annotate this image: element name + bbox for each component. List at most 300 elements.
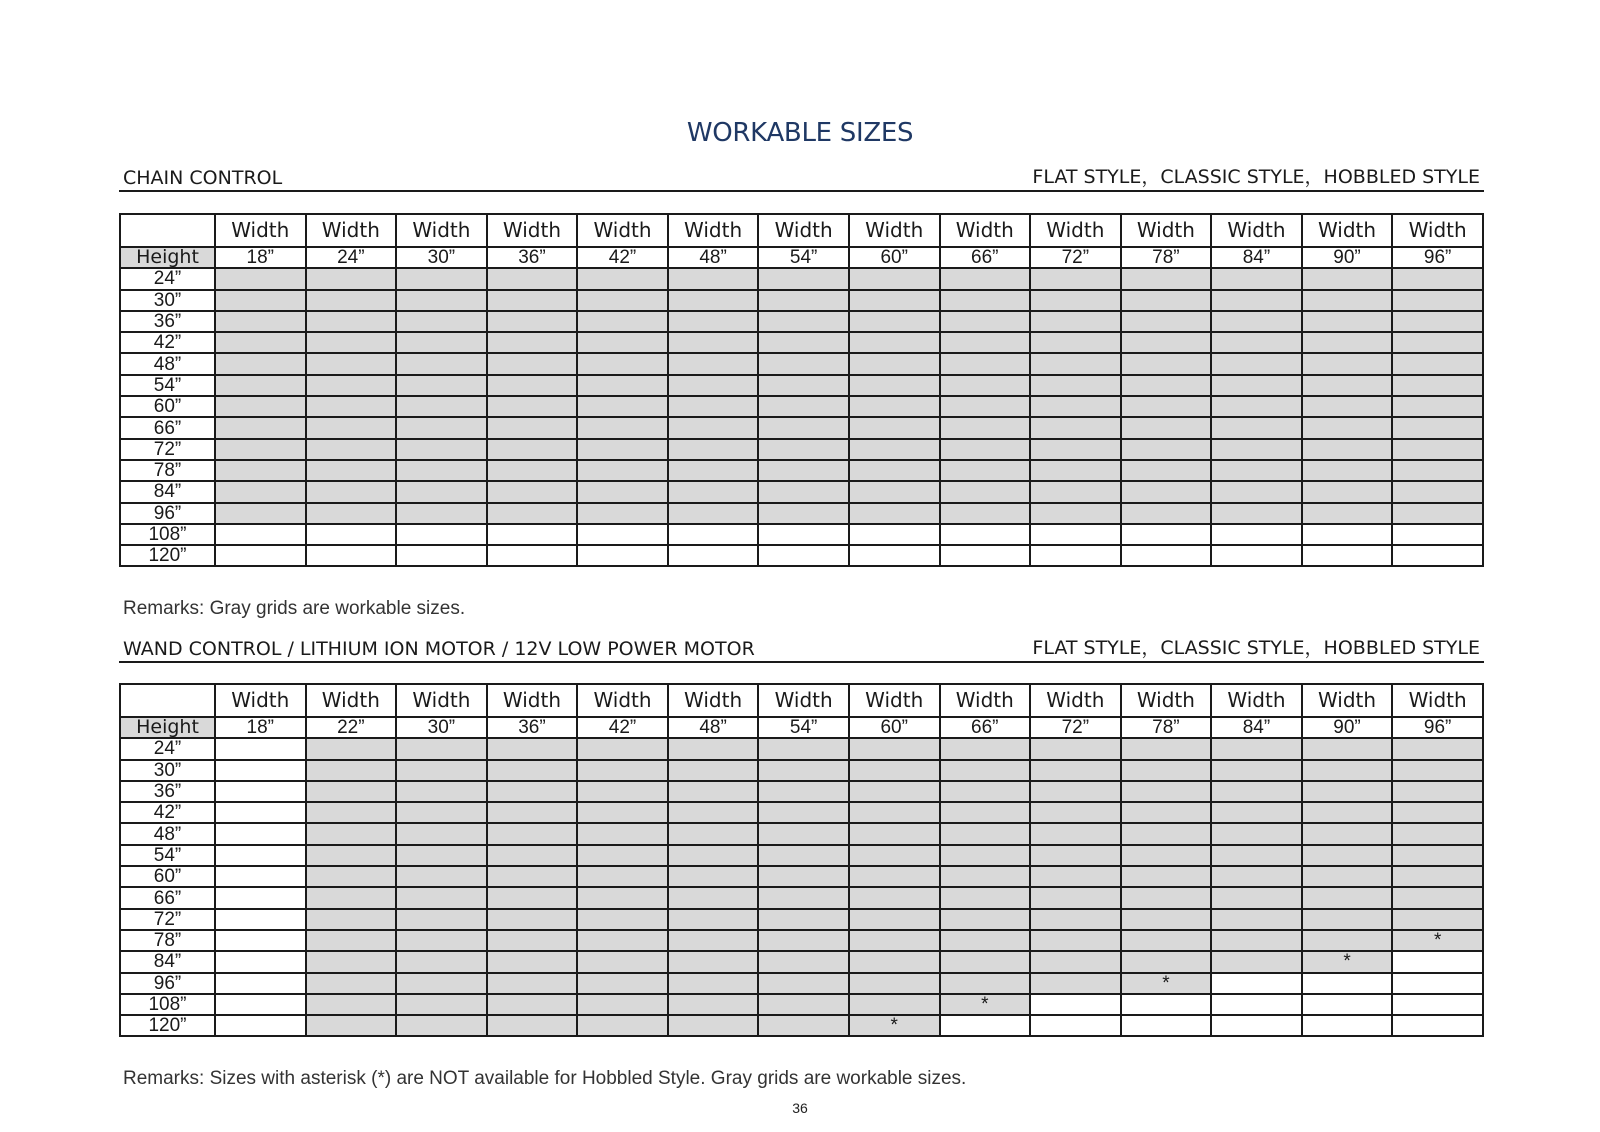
unavailable-size-cell [1302, 973, 1393, 994]
table-row [120, 268, 1483, 289]
workable-size-cell [1030, 353, 1121, 374]
workable-size-cell [487, 311, 578, 332]
workable-size-cell [668, 290, 759, 311]
workable-size-cell [487, 268, 578, 289]
width-value-cell: 30” [396, 717, 487, 738]
workable-size-cell [1121, 909, 1212, 930]
workable-size-cell [758, 909, 849, 930]
workable-size-cell [1121, 760, 1212, 781]
unavailable-size-cell [668, 545, 759, 566]
workable-size-cell [1030, 417, 1121, 438]
workable-size-cell [668, 994, 759, 1015]
workable-size-cell [577, 951, 668, 972]
workable-size-cell [940, 887, 1031, 908]
width-values-row [120, 247, 1483, 268]
workable-size-cell [487, 973, 578, 994]
width-value-cell: 24” [306, 247, 397, 268]
workable-size-cell [306, 866, 397, 887]
height-value-cell: 84” [120, 481, 215, 502]
workable-size-cell [1392, 481, 1483, 502]
workable-size-cell [668, 439, 759, 460]
workable-size-cell [1030, 930, 1121, 951]
height-header-cell: Height [120, 717, 215, 738]
workable-size-cell [487, 994, 578, 1015]
workable-size-cell [1030, 460, 1121, 481]
workable-size-cell [940, 311, 1031, 332]
width-value-cell: 78” [1121, 247, 1212, 268]
workable-size-cell [1211, 802, 1302, 823]
width-header-cell: Width [1211, 214, 1302, 247]
table-row [120, 311, 1483, 332]
workable-size-cell [668, 930, 759, 951]
height-value-cell: 36” [120, 781, 215, 802]
workable-size-cell [306, 802, 397, 823]
workable-size-cell [396, 417, 487, 438]
workable-size-cell [577, 332, 668, 353]
workable-size-cell [396, 311, 487, 332]
table-row [120, 930, 1483, 951]
workable-size-cell [758, 481, 849, 502]
workable-size-cell [1121, 781, 1212, 802]
width-header-cell: Width [1392, 684, 1483, 717]
table-row [120, 545, 1483, 566]
workable-size-cell [1211, 738, 1302, 759]
table-row [120, 290, 1483, 311]
workable-size-cell [758, 930, 849, 951]
workable-size-cell [758, 460, 849, 481]
height-value-cell: 42” [120, 332, 215, 353]
workable-size-cell [1302, 375, 1393, 396]
workable-size-cell [668, 311, 759, 332]
table-row [120, 1015, 1483, 1036]
workable-size-cell [668, 417, 759, 438]
workable-size-cell [577, 417, 668, 438]
table-row [120, 481, 1483, 502]
unavailable-size-cell [1392, 994, 1483, 1015]
workable-size-cell [1121, 439, 1212, 460]
workable-size-cell [758, 353, 849, 374]
width-header-cell: Width [1302, 684, 1393, 717]
asterisk-mark: * [1162, 972, 1170, 994]
workable-size-cell [577, 439, 668, 460]
workable-size-cell [1302, 760, 1393, 781]
workable-size-cell [1302, 332, 1393, 353]
workable-size-cell [1392, 845, 1483, 866]
size-table-wand-control [119, 683, 1484, 1037]
workable-size-cell [940, 417, 1031, 438]
unavailable-size-cell [306, 524, 397, 545]
asterisk-mark: * [1433, 930, 1442, 952]
width-value-cell: 84” [1211, 717, 1302, 738]
workable-size-cell [940, 738, 1031, 759]
workable-size-cell [758, 332, 849, 353]
workable-size-cell [215, 439, 306, 460]
workable-size-cell [1392, 738, 1483, 759]
remark-chain-control: Remarks: Gray grids are workable sizes. [123, 598, 466, 619]
workable-size-cell [1392, 823, 1483, 844]
workable-size-cell [306, 951, 397, 972]
workable-size-cell [215, 332, 306, 353]
table-row [120, 353, 1483, 374]
unavailable-size-cell [215, 802, 306, 823]
workable-size-cell [306, 353, 397, 374]
unavailable-size-cell [487, 524, 578, 545]
workable-size-cell [1392, 353, 1483, 374]
unavailable-size-cell [215, 524, 306, 545]
height-value-cell: 108” [120, 994, 215, 1015]
workable-size-cell [1392, 396, 1483, 417]
unavailable-size-cell [1030, 994, 1121, 1015]
workable-size-cell [668, 909, 759, 930]
workable-size-cell [940, 439, 1031, 460]
workable-size-cell [306, 268, 397, 289]
workable-size-cell [1302, 866, 1393, 887]
width-header-cell: Width [940, 684, 1031, 717]
width-header-cell: Width [668, 214, 759, 247]
workable-size-cell [668, 503, 759, 524]
width-value-cell: 42” [577, 717, 668, 738]
workable-size-cell [1121, 353, 1212, 374]
workable-size-cell [577, 268, 668, 289]
workable-size-cell [849, 802, 940, 823]
workable-size-cell [849, 866, 940, 887]
workable-size-cell [668, 951, 759, 972]
workable-size-cell [306, 311, 397, 332]
width-value-cell: 54” [758, 247, 849, 268]
height-value-cell: 96” [120, 973, 215, 994]
workable-size-cell [1211, 332, 1302, 353]
workable-size-cell [1121, 503, 1212, 524]
workable-size-cell [1392, 781, 1483, 802]
workable-size-cell [1392, 332, 1483, 353]
height-value-cell: 24” [120, 738, 215, 759]
unavailable-size-cell [1211, 1015, 1302, 1036]
workable-size-cell [758, 268, 849, 289]
table-row [120, 909, 1483, 930]
size-table-chain-control [119, 213, 1484, 567]
workable-size-cell [577, 994, 668, 1015]
workable-size-cell [940, 290, 1031, 311]
height-value-cell: 120” [120, 1015, 215, 1036]
workable-size-cell [1302, 311, 1393, 332]
workable-size-cell [577, 460, 668, 481]
unavailable-size-cell [1030, 1015, 1121, 1036]
workable-size-cell [1030, 481, 1121, 502]
corner-cell [120, 684, 215, 717]
section-title: CHAIN CONTROL [123, 167, 283, 189]
unavailable-size-cell [1302, 545, 1393, 566]
height-value-cell: 120” [120, 545, 215, 566]
unavailable-size-cell [1302, 524, 1393, 545]
workable-size-cell [396, 909, 487, 930]
workable-size-cell [1302, 951, 1393, 972]
workable-size-cell [396, 1015, 487, 1036]
workable-size-cell [1030, 802, 1121, 823]
workable-size-cell [758, 802, 849, 823]
workable-size-cell [668, 1015, 759, 1036]
workable-size-cell [306, 823, 397, 844]
workable-size-cell [1030, 866, 1121, 887]
table-row [120, 866, 1483, 887]
workable-size-cell [306, 930, 397, 951]
workable-size-cell [396, 481, 487, 502]
workable-size-cell [940, 375, 1031, 396]
table-row [120, 760, 1483, 781]
workable-size-cell [487, 481, 578, 502]
unavailable-size-cell [577, 524, 668, 545]
workable-size-cell [940, 481, 1031, 502]
asterisk-mark: * [1343, 951, 1351, 973]
unavailable-size-cell [1121, 994, 1212, 1015]
workable-size-cell [396, 375, 487, 396]
unavailable-size-cell [1211, 524, 1302, 545]
workable-size-cell [215, 311, 306, 332]
workable-size-cell [577, 738, 668, 759]
workable-size-cell [849, 353, 940, 374]
workable-size-cell [758, 887, 849, 908]
workable-size-cell [668, 973, 759, 994]
workable-size-cell [1121, 866, 1212, 887]
workable-size-cell [577, 311, 668, 332]
workable-size-cell [1211, 417, 1302, 438]
workable-size-cell [940, 353, 1031, 374]
workable-size-cell [396, 353, 487, 374]
workable-size-cell [1211, 909, 1302, 930]
unavailable-size-cell [1392, 545, 1483, 566]
height-value-cell: 30” [120, 760, 215, 781]
workable-size-cell [396, 460, 487, 481]
width-header-cell: Width [1392, 214, 1483, 247]
workable-size-cell [1211, 268, 1302, 289]
workable-size-cell [487, 1015, 578, 1036]
workable-size-cell [306, 887, 397, 908]
workable-size-cell [487, 887, 578, 908]
workable-size-cell [849, 930, 940, 951]
workable-size-cell [577, 781, 668, 802]
workable-size-cell [1392, 760, 1483, 781]
unavailable-size-cell [396, 545, 487, 566]
workable-size-cell [1302, 823, 1393, 844]
workable-size-cell [306, 1015, 397, 1036]
workable-size-cell [215, 460, 306, 481]
width-header-cell: Width [940, 214, 1031, 247]
workable-size-cell [1121, 268, 1212, 289]
workable-size-cell [1302, 503, 1393, 524]
workable-size-cell [1030, 503, 1121, 524]
unavailable-size-cell [215, 1015, 306, 1036]
workable-size-cell [1302, 268, 1393, 289]
workable-size-cell [1121, 290, 1212, 311]
workable-size-cell [1211, 503, 1302, 524]
workable-size-cell [849, 1015, 940, 1036]
workable-size-cell [577, 481, 668, 502]
workable-size-cell [487, 760, 578, 781]
height-value-cell: 42” [120, 802, 215, 823]
width-value-cell: 18” [215, 717, 306, 738]
workable-size-cell [1302, 460, 1393, 481]
workable-size-cell [306, 909, 397, 930]
width-value-cell: 66” [940, 247, 1031, 268]
workable-size-cell [1211, 887, 1302, 908]
width-header-cell: Width [1030, 684, 1121, 717]
workable-size-cell [1211, 460, 1302, 481]
workable-size-cell [849, 375, 940, 396]
workable-size-cell [487, 417, 578, 438]
workable-size-cell [1211, 290, 1302, 311]
workable-size-cell [306, 332, 397, 353]
workable-size-cell [396, 951, 487, 972]
width-value-cell: 72” [1030, 717, 1121, 738]
workable-size-cell [487, 353, 578, 374]
workable-size-cell [396, 738, 487, 759]
workable-size-cell [940, 802, 1031, 823]
workable-size-cell [940, 332, 1031, 353]
workable-size-cell [1392, 802, 1483, 823]
workable-size-cell [1211, 930, 1302, 951]
workable-size-cell [1211, 845, 1302, 866]
workable-size-cell [940, 396, 1031, 417]
workable-size-cell [668, 396, 759, 417]
workable-size-cell [1392, 290, 1483, 311]
width-header-cell: Width [1030, 214, 1121, 247]
workable-size-cell [1030, 760, 1121, 781]
workable-size-cell [758, 1015, 849, 1036]
workable-size-cell [1392, 268, 1483, 289]
unavailable-size-cell [215, 909, 306, 930]
table-row [120, 439, 1483, 460]
workable-size-cell [577, 973, 668, 994]
workable-size-cell [849, 311, 940, 332]
width-value-cell: 60” [849, 717, 940, 738]
workable-size-cell [668, 353, 759, 374]
workable-size-cell [1211, 823, 1302, 844]
workable-size-cell [215, 353, 306, 374]
unavailable-size-cell [1211, 994, 1302, 1015]
workable-size-cell [1121, 375, 1212, 396]
workable-size-cell [1030, 375, 1121, 396]
workable-size-cell [306, 781, 397, 802]
workable-size-cell [849, 417, 940, 438]
workable-size-cell [1392, 866, 1483, 887]
workable-size-cell [940, 909, 1031, 930]
width-header-cell: Width [306, 214, 397, 247]
workable-size-cell [577, 396, 668, 417]
unavailable-size-cell [396, 524, 487, 545]
workable-size-cell [577, 1015, 668, 1036]
workable-size-cell [1121, 973, 1212, 994]
workable-size-cell [396, 503, 487, 524]
unavailable-size-cell [215, 760, 306, 781]
table-row [120, 503, 1483, 524]
width-header-cell: Width [215, 684, 306, 717]
workable-size-cell [849, 460, 940, 481]
workable-size-cell [1211, 439, 1302, 460]
workable-size-cell [1121, 311, 1212, 332]
workable-size-cell [758, 781, 849, 802]
workable-size-cell [668, 760, 759, 781]
width-header-cell: Width [668, 684, 759, 717]
workable-size-cell [1392, 909, 1483, 930]
unavailable-size-cell [215, 781, 306, 802]
workable-size-cell [758, 951, 849, 972]
unavailable-size-cell [215, 866, 306, 887]
workable-size-cell [577, 930, 668, 951]
workable-size-cell [396, 332, 487, 353]
unavailable-size-cell [215, 545, 306, 566]
workable-size-cell [396, 845, 487, 866]
width-header-cell: Width [215, 214, 306, 247]
workable-size-cell [396, 930, 487, 951]
width-header-cell: Width [1211, 684, 1302, 717]
workable-size-cell [1030, 909, 1121, 930]
workable-size-cell [487, 845, 578, 866]
workable-size-cell [487, 460, 578, 481]
workable-size-cell [1030, 973, 1121, 994]
workable-size-cell [306, 439, 397, 460]
workable-size-cell [215, 503, 306, 524]
width-value-cell: 84” [1211, 247, 1302, 268]
workable-size-cell [487, 802, 578, 823]
workable-size-cell [849, 994, 940, 1015]
table-row [120, 973, 1483, 994]
table-row [120, 802, 1483, 823]
workable-size-cell [396, 439, 487, 460]
workable-size-cell [1302, 353, 1393, 374]
workable-size-cell [668, 887, 759, 908]
workable-size-cell [1030, 396, 1121, 417]
workable-size-cell [1121, 845, 1212, 866]
workable-size-cell [668, 460, 759, 481]
workable-size-cell [849, 973, 940, 994]
workable-size-cell [306, 290, 397, 311]
workable-size-cell [1121, 481, 1212, 502]
workable-size-cell [1211, 951, 1302, 972]
workable-size-cell [306, 845, 397, 866]
workable-size-cell [396, 290, 487, 311]
table-row [120, 332, 1483, 353]
workable-size-cell [849, 909, 940, 930]
workable-size-cell [1302, 290, 1393, 311]
width-value-cell: 90” [1302, 247, 1393, 268]
workable-size-cell [1121, 417, 1212, 438]
workable-size-cell [396, 760, 487, 781]
width-header-cell: Width [1121, 214, 1212, 247]
workable-size-cell [758, 396, 849, 417]
workable-size-cell [1030, 887, 1121, 908]
workable-size-cell [940, 268, 1031, 289]
table-row [120, 781, 1483, 802]
width-value-cell: 96” [1392, 247, 1483, 268]
workable-size-cell [1030, 738, 1121, 759]
width-value-cell: 36” [487, 717, 578, 738]
workable-size-cell [849, 738, 940, 759]
workable-size-cell [306, 396, 397, 417]
workable-size-cell [1302, 481, 1393, 502]
workable-size-cell [849, 503, 940, 524]
workable-size-cell [1121, 802, 1212, 823]
workable-size-cell [758, 823, 849, 844]
width-header-cell: Width [396, 684, 487, 717]
workable-size-cell [758, 503, 849, 524]
workable-size-cell [758, 375, 849, 396]
workable-size-cell [1302, 930, 1393, 951]
workable-size-cell [940, 460, 1031, 481]
workable-size-cell [1121, 332, 1212, 353]
workable-size-cell [577, 290, 668, 311]
height-value-cell: 108” [120, 524, 215, 545]
table-row [120, 823, 1483, 844]
workable-size-cell [849, 781, 940, 802]
